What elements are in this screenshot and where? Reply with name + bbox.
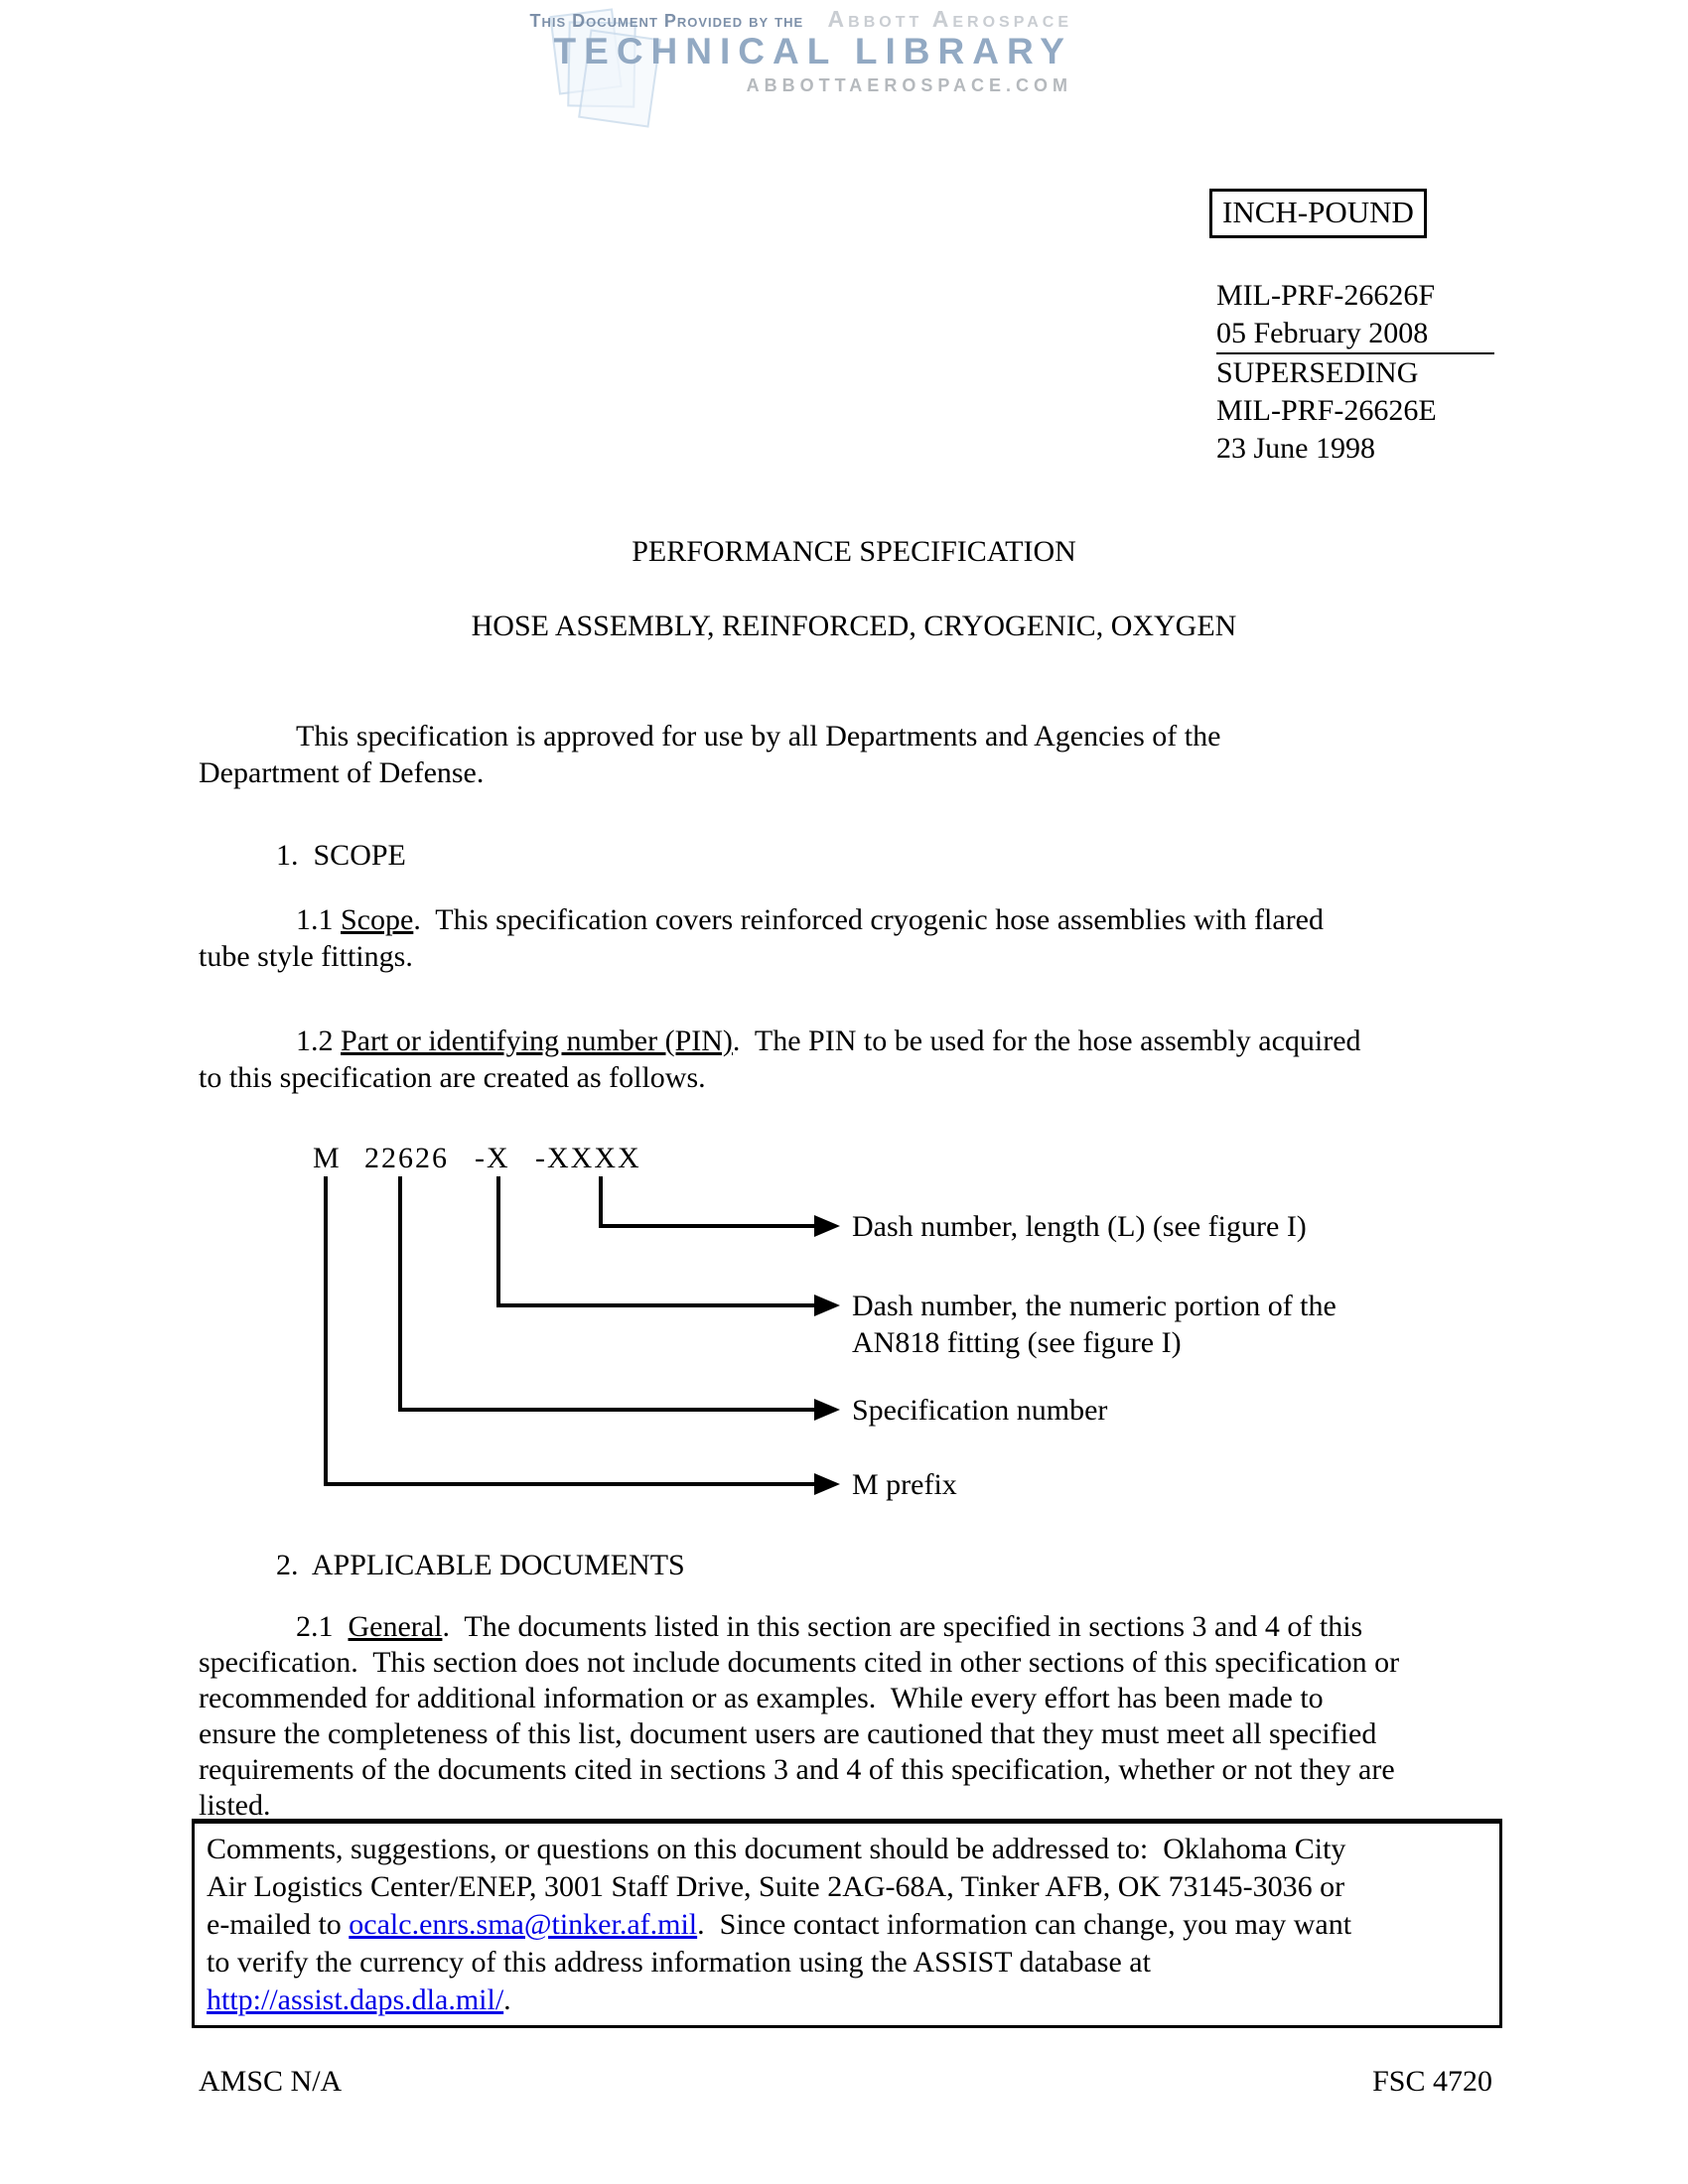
pin-label-fitting-line-2: AN818 fitting (see figure I) [852,1326,1182,1359]
fsc-code: FSC 4720 [1372,2065,1492,2098]
logo-library-title: TECHNICAL LIBRARY [553,31,1072,71]
para-1-2-lead: Part or identifying number (PIN) [341,1024,733,1057]
comments-line-3-pre: e-mailed to [207,1908,350,1941]
pin-label-fitting-line-1: Dash number, the numeric portion of the [852,1290,1336,1322]
comments-contact-box [192,1819,1502,2028]
para-1-2-line-1 [199,1023,1519,1059]
comments-line-4: to verify the currency of this address information using the ASSIST database at [207,1946,1151,1979]
assist-database-link[interactable]: http://assist.daps.dla.mil/ [207,1983,504,2016]
pin-label-m-prefix: M prefix [852,1468,957,1501]
email-link[interactable]: ocalc.enrs.sma@tinker.af.mil [349,1908,698,1941]
connector-line-fitting-vertical [496,1176,500,1307]
para-1-2-rest: . The PIN to be used for the hose assembly acquired [732,1024,1361,1057]
comments-line-1: Comments, suggestions, or questions on this document should be addressed to: Oklahoma City [207,1833,1346,1865]
logo-brand-text: Abbott Aerospace [827,6,1072,32]
para-2-1-line-2: specification. This section does not include documents cited in other sections of this specification or [199,1646,1400,1679]
library-logo [397,6,1072,95]
inch-pound-badge: INCH-POUND [1209,189,1427,238]
para-1-1-number: 1.1 [296,903,341,936]
doc-id-block [1216,277,1494,468]
pin-segment-dash-fitting: -X [475,1142,510,1174]
section-2-heading: 2. APPLICABLE DOCUMENTS [276,1549,685,1581]
para-1-2-line-2: to this specification are created as follows. [199,1061,706,1094]
logo-tagline-row [397,6,1072,33]
connector-line-m-vertical [324,1176,328,1486]
amsc-code: AMSC N/A [199,2065,343,2098]
pin-segment-dash-length: -XXXX [535,1142,641,1174]
connector-line-spec-horizontal [398,1408,816,1412]
comments-line-2: Air Logistics Center/ENEP, 3001 Staff Drive, Suite 2AG-68A, Tinker AFB, OK 73145-3036 or [207,1870,1345,1903]
para-1-1-line-1 [199,901,1519,938]
arrow-head-icon [814,1215,840,1237]
para-1-1-line-2: tube style fittings. [199,940,413,973]
connector-line-spec-vertical [398,1176,402,1412]
arrow-head-icon [814,1295,840,1316]
pin-label-spec-number: Specification number [852,1394,1108,1427]
superseded-date: 23 June 1998 [1216,432,1375,465]
superseded-number: MIL-PRF-26626E [1216,394,1437,427]
arrow-head-icon [814,1473,840,1495]
comments-line-5-post: . [503,1983,511,2016]
doc-number: MIL-PRF-26626F [1216,279,1436,312]
para-2-1-line-3: recommended for additional information or as examples. While every effort has been made to [199,1682,1324,1714]
section-1-heading: 1. SCOPE [276,839,406,872]
document-subject-title: HOSE ASSEMBLY, REINFORCED, CRYOGENIC, OXYGEN [471,610,1237,642]
doc-date: 05 February 2008 [1216,315,1494,354]
approval-paragraph-line-2: Department of Defense. [199,756,485,789]
logo-provided-by-text: This Document Provided by the [529,11,804,31]
para-2-1-number: 2.1 [296,1610,349,1643]
para-1-1-rest: . This specification covers reinforced cryogenic hose assemblies with flared [413,903,1324,936]
pin-segment-spec-number: 22626 [364,1142,449,1174]
pin-label-length: Dash number, length (L) (see figure I) [852,1210,1307,1243]
para-1-2-number: 1.2 [296,1024,341,1057]
para-2-1-lead: General [348,1610,443,1643]
comments-line-3 [207,1906,1487,1944]
connector-line-length-vertical [599,1176,603,1228]
connector-line-length-horizontal [599,1224,816,1228]
para-1-1-lead: Scope [341,903,414,936]
approval-paragraph-line-1: This specification is approved for use by all Departments and Agencies of the [296,720,1221,752]
comments-line-5 [207,1981,1487,2019]
para-2-1-line-4: ensure the completeness of this list, document users are cautioned that they must meet all specified [199,1717,1377,1750]
page-title: PERFORMANCE SPECIFICATION [632,535,1076,568]
para-2-1-line-6: listed. [199,1789,271,1822]
pin-segment-m-prefix: M [313,1142,342,1174]
comments-line-3-post: . Since contact information can change, you may want [697,1908,1352,1941]
arrow-head-icon [814,1399,840,1421]
logo-site-text: ABBOTTAEROSPACE.COM [746,75,1072,95]
para-2-1-line-5: requirements of the documents cited in sections 3 and 4 of this specification, whether or not they are [199,1753,1395,1786]
connector-line-fitting-horizontal [496,1303,816,1307]
connector-line-m-horizontal [324,1482,816,1486]
para-2-1-line-1 [199,1608,1519,1645]
para-2-1-rest: . The documents listed in this section are specified in sections 3 and 4 of this [442,1610,1363,1643]
superseding-label: SUPERSEDING [1216,356,1419,389]
